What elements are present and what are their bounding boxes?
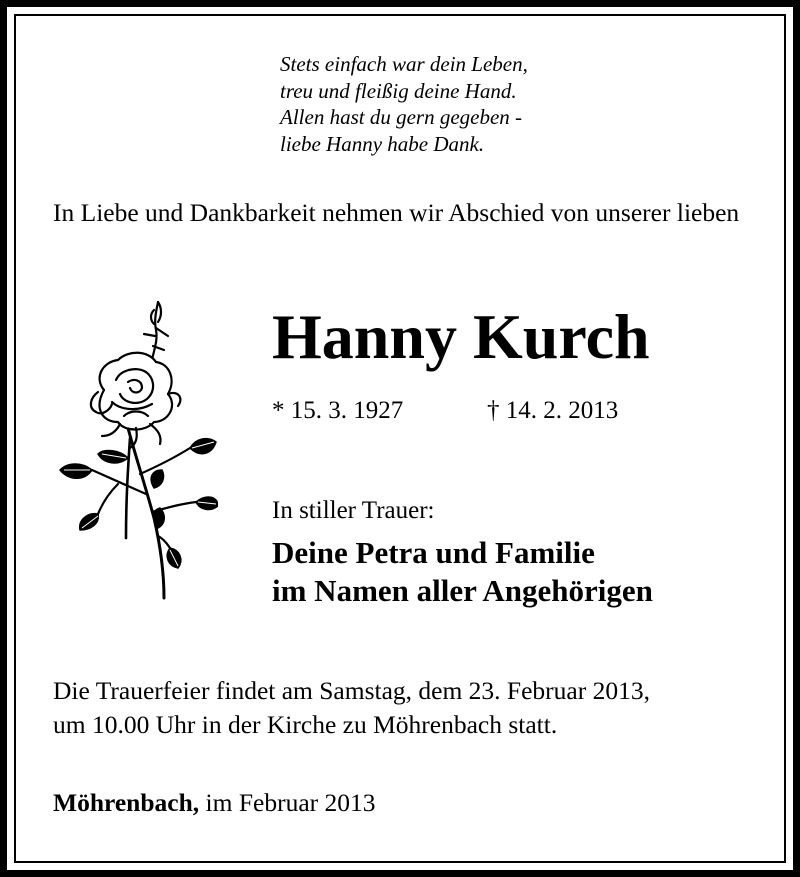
- poem-line: Stets einfach war dein Leben,: [280, 52, 528, 76]
- deceased-name: Hanny Kurch: [272, 301, 650, 372]
- signoff: [53, 786, 376, 820]
- poem-line: treu und fleißig deine Hand.: [280, 78, 517, 103]
- mourners-line: im Namen aller Angehörigen: [272, 573, 653, 608]
- signoff-date: im Februar 2013: [199, 788, 376, 817]
- funeral-notice: [53, 674, 650, 742]
- poem-line: liebe Hanny habe Dank.: [280, 131, 485, 156]
- intro-text: In Liebe und Dankbarkeit nehmen wir Abschied von unserer lieben: [53, 198, 740, 227]
- signoff-place: Möhrenbach,: [53, 788, 200, 817]
- mourning-label: In stiller Trauer:: [272, 497, 435, 524]
- birth-date: * 15. 3. 1927: [272, 397, 404, 424]
- life-dates: [272, 395, 619, 427]
- funeral-line: um 10.00 Uhr in der Kirche zu Möhrenbach statt.: [53, 710, 558, 739]
- poem-line: Allen hast du gern gegeben -: [280, 105, 523, 129]
- mourners: [272, 534, 653, 610]
- funeral-line: Die Trauerfeier findet am Samstag, dem 23. Februar 2013,: [53, 676, 650, 705]
- rose-icon: [58, 298, 218, 604]
- death-date: † 14. 2. 2013: [487, 397, 619, 424]
- poem: [280, 51, 528, 157]
- mourners-line: Deine Petra und Familie: [272, 535, 595, 570]
